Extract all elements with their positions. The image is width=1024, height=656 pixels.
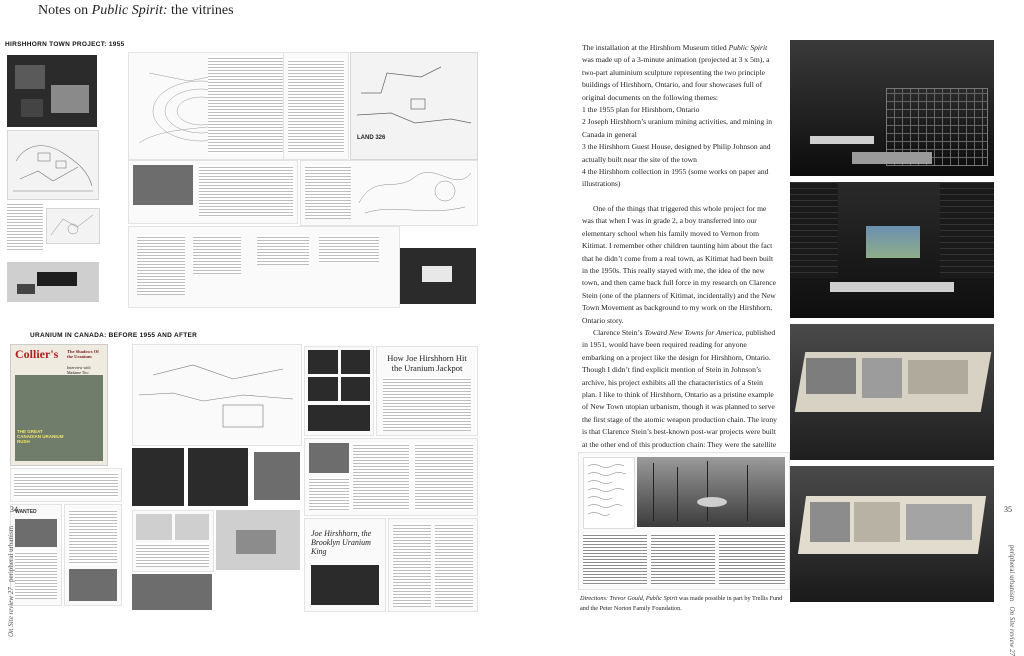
uranium-article-text <box>10 468 122 502</box>
installation-photo-sculpture <box>790 40 994 176</box>
section-heading-uranium: URANIUM IN CANADA: BEFORE 1955 AND AFTER <box>30 332 198 339</box>
guest-house-document-spread <box>578 452 790 590</box>
mining-executives-photo <box>132 574 212 610</box>
colliers-title: Collier's <box>15 347 59 361</box>
essay-paragraph-3: Clarence Stein’s Toward New Towns for America, published in 1951, would have been required reading for anyone embarking on a project like the design for Hirshhorn, Ontario. Though I didn’t find explicit mention of Stein in Johnson’s archive, his project exhibits all the characteristics of a Stein plan. I like to think of Hirshhorn, Ontario as a pristine example of New Town utopian urbanism, though it was planned to serve the first stage of the atomic weapon production chain. The irony is that Clarence Stein’s best-known post-war projects were built at the other end of this production chain: They were the satellite <box>582 327 777 449</box>
installation-photo-animation <box>790 182 994 318</box>
themes-list-item: 1 the 1955 plan for Hirshhorn, Ontario <box>582 105 700 115</box>
jackpot-article-page <box>376 346 478 436</box>
prospector-photo <box>254 452 300 500</box>
town-aerial-plan <box>400 248 476 304</box>
left-page-number: 34 <box>10 505 18 514</box>
themes-list-item: 3 the Hirshhorn Guest House, designed by Philip Johnson and actually built near the site of the town <box>582 142 771 164</box>
uranium-king-article <box>304 518 386 612</box>
essay-paragraph-2: One of the things that triggered this whole project for me was that when I was in grade 2, a boy transferred into our elementary school when his family moved to Vernon from Kitimat. I remember other children taunting him about the fact that he didn’t come from a real town, as Kitimat had been built in the 1950s. This really stayed with me, the idea of the new town, and then came back full force in my research on Clarence Stein (one of the planners of Kitimat, incidentally) and the New Town Movement as background to my work on the Hirshhorn, Ontario story. <box>582 203 776 325</box>
jackpot-headline: How Joe Hirshhorn Hit the Uranium Jackpot <box>387 353 467 373</box>
right-running-head: peripheral urbanism On Site review 27 <box>1008 545 1016 656</box>
section-heading-town-project: HIRSHHORN TOWN PROJECT: 1955 <box>5 41 125 48</box>
hirshhorn-article-spread <box>304 438 478 516</box>
colliers-headline: The Shadows Of the Uranium <box>67 349 99 359</box>
aerial-site-photo <box>7 55 97 127</box>
right-page-number: 35 <box>1004 505 1012 514</box>
colliers-magazine-cover <box>10 344 108 466</box>
spread-title: Notes on Public Spirit: the vitrines <box>38 3 234 18</box>
article-continuation-page <box>388 518 478 612</box>
town-plan-drawing <box>7 130 99 200</box>
burnt-forest-photo <box>637 457 785 527</box>
installation-photo-vitrine-2 <box>790 466 994 602</box>
miners-photo <box>132 448 184 506</box>
themes-list-item: 4 the Hirshhorn collection in 1955 (some works on paper and illustrations) <box>582 167 769 189</box>
site-sketch <box>46 208 100 244</box>
land-map <box>350 52 478 160</box>
mine-site-photos <box>132 510 214 572</box>
land-map-label: LAND 326 <box>357 135 386 141</box>
site-planning-memo-text <box>208 56 293 154</box>
essay-body <box>582 42 778 476</box>
themes-list-item: 2 Joseph Hirshhorn’s uranium mining activities, and mining in Canada in general <box>582 117 773 139</box>
geology-maps-sheet <box>300 160 478 226</box>
left-running-head: On Site review 27 peripheral urbanism <box>7 525 15 637</box>
colliers-cover-text: THE GREAT CANADIAN URANIUM RUSH <box>17 429 64 444</box>
planning-memo-sheet <box>283 52 349 160</box>
colliers-subhead: Interview with Madame Tito <box>67 365 91 375</box>
planning-notes-spread <box>128 226 400 308</box>
hirshhorn-portraits <box>304 346 374 436</box>
installation-photo-vitrine-1 <box>790 324 994 460</box>
wanted-poster-clipping <box>10 504 62 606</box>
essay-paragraph-1: The installation at the Hirshhorn Museum titled Public Spirit was made up of a 3-minute animation (projected at 3 x 5m), a two-part aluminium sculpture representing the two principle buildings of Hirshhorn, Ontario, and four showcases full of original documents on the following themes: <box>582 43 770 102</box>
plan-notes-text <box>7 202 43 252</box>
photo-credit-caption: Directions: Trevor Gould, Public Spirit was made possible in part by Trellis Fund and the Peter Norton Family Foundation. <box>580 595 783 612</box>
wanted-poster-label: WANTED <box>15 509 37 515</box>
architectural-model-photo <box>7 262 99 302</box>
uranium-claims-map <box>132 344 302 446</box>
mining-news-clipping <box>64 504 122 606</box>
mine-buildings-photo <box>216 510 300 570</box>
uranium-king-headline: Joe Hirshhorn, the Brooklyn Uranium King <box>311 529 372 556</box>
report-spread <box>128 160 298 224</box>
handwritten-letter <box>583 457 635 529</box>
mine-interior-photo <box>188 448 248 506</box>
